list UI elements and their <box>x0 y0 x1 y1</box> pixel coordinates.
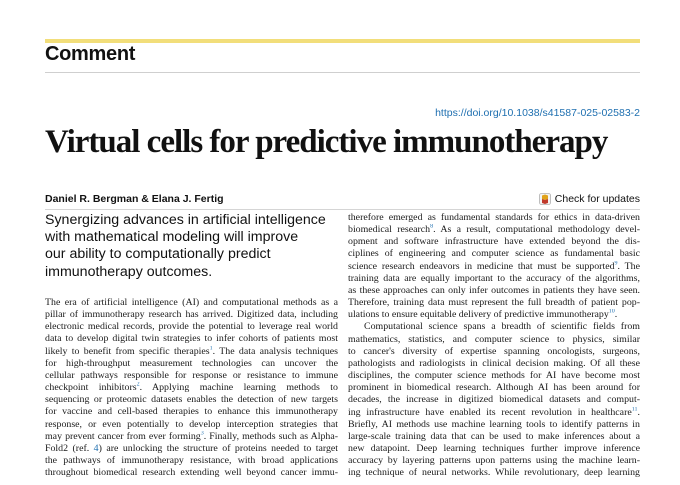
body-column-right <box>348 212 640 479</box>
body-line: electronic medical records, provide the potential to leverage real world <box>45 321 338 333</box>
body-line: Briefly, AI methods use machine learning tools to identify patterns in <box>348 418 640 430</box>
reference-link[interactable]: 10 <box>608 309 615 315</box>
body-line: ulations to ensure equitable delivery of predictive immunotherapy$^{10}$. <box>348 309 618 321</box>
body-line: Therefore, training data must represent the full breadth of patient pop- <box>348 297 640 309</box>
body-line: for vaccine and cell-based therapies to enhance this immunotherapy <box>45 406 338 418</box>
body-line: pillar of immunotherapy research has arrived. Digitized data, including <box>45 309 338 321</box>
standfirst-line: immunotherapy outcomes. <box>45 263 213 280</box>
body-line: mathematics, statistics, and computer science to physics, similar <box>348 333 640 345</box>
article-title: Virtual cells for predictive immunotherapy <box>45 124 608 160</box>
check-updates-label: Check for updates <box>554 193 640 205</box>
reference-link[interactable]: 2 <box>136 382 140 388</box>
body-line: new datapoint. Deep learning techniques further improve inference <box>348 442 640 454</box>
body-line: response, or even potentially to develop interception strategies that <box>45 418 338 430</box>
standfirst-line: Synergizing advances in artificial intelligence <box>45 212 326 228</box>
section-divider <box>45 72 640 73</box>
body-line: for high-throughput measurement technologies can uncover the <box>45 357 338 369</box>
body-line: ing infrastructure have enabled its recent revolution in healthcare$^{11}$. <box>348 406 640 418</box>
body-line: therefore emerged as fundamental standards for ethics in data-driven <box>348 212 640 223</box>
body-line: pathologists and radiologists in clinical decision making. Of all these <box>348 357 640 369</box>
body-line: the pathways of immunotherapy resistance, with broad applications <box>45 455 338 467</box>
reference-link[interactable]: 4 <box>93 442 99 454</box>
body-column-left <box>45 297 338 479</box>
body-line: checkpoint inhibitors$^2$. Applying machine learning methods to <box>45 382 338 394</box>
section-label: Comment <box>45 43 136 65</box>
body-line: science research endeavors in medicine that must be supported$^9$. The <box>348 260 640 272</box>
standfirst-line: with mathematical modeling will improve <box>45 229 299 246</box>
body-line: to cancer's diversity of expertise spanning oncologists, surgeons, <box>348 345 640 357</box>
body-line: decades, the increase in digitized biomedical datasets and comput- <box>348 394 640 406</box>
body-line: throughout biomedical research extending well beyond cancer immu- <box>45 467 338 479</box>
body-line: large-scale training data that can be used to make inferences about a <box>348 430 640 442</box>
body-line: disciplines, the computer science methods for AI have become most <box>348 370 640 382</box>
check-for-updates-button[interactable] <box>539 193 640 205</box>
body-line: as these approaches can only infer outcomes in patients they have seen. <box>348 284 640 296</box>
body-line: biomedical research$^8$. As a result, computational methodology devel- <box>348 224 640 236</box>
body-line: Computational science spans a breadth of scientific fields from <box>364 321 640 333</box>
body-line: prominent in biomedical research. Although AI has been around for <box>348 382 640 394</box>
body-line: The era of artificial intelligence (AI) and computational methods as a <box>45 297 338 308</box>
body-line: opment and software infrastructure have extended beyond the dis- <box>348 236 640 248</box>
body-line: sequencing or proteomic datasets enables the detection of new targets <box>45 394 338 406</box>
author-divider <box>45 209 640 210</box>
reference-link[interactable]: 9 <box>614 260 618 267</box>
body-line: ing technique of neural networks. While revolutionary, deep learning <box>348 467 640 479</box>
check-updates-icon <box>539 193 551 205</box>
standfirst-line: our ability to computationally predict <box>45 246 271 263</box>
reference-link[interactable]: 8 <box>430 224 434 230</box>
body-line: Fold2 (ref. 4) are unlocking the structure of proteins needed to target <box>45 442 338 454</box>
body-line: ciplines of engineering and computer science as fundamental basic <box>348 248 640 260</box>
reference-link[interactable]: 1 <box>209 345 213 352</box>
body-line: cellular pathways responsible for response or resistance to immune <box>45 369 338 381</box>
standfirst <box>45 212 335 281</box>
body-line: data to develop digital twin strategies to infer cohorts of patients most <box>45 333 338 345</box>
body-line: training data are equally important to the accuracy of the algorithms, <box>348 272 640 284</box>
doi-link[interactable]: https://doi.org/10.1038/s41587-025-02583-2 <box>435 107 640 119</box>
author-list[interactable]: Daniel R. Bergman & Elana J. Fertig <box>45 193 224 205</box>
reference-link[interactable]: 11 <box>631 406 638 413</box>
body-line: accuracy by layering patterns upon patterns using the machine learn- <box>348 455 640 467</box>
reference-link[interactable]: 3 <box>200 430 204 437</box>
body-line: may prevent cancer from ever forming$^3$. Finally, methods such as Alpha- <box>45 430 338 442</box>
body-line: likely to benefit from specific therapies$^1$. The data analysis techniques <box>45 345 338 357</box>
